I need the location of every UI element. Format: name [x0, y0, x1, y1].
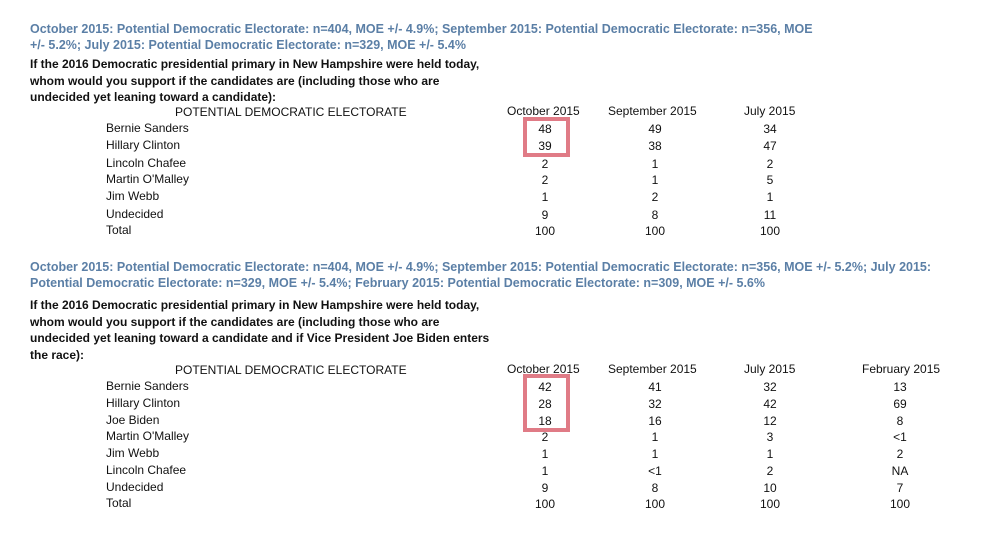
table-cell: 1 [541, 447, 549, 461]
table-cell: 39 [538, 139, 552, 153]
section1-highlight-box [523, 117, 570, 157]
section1-meta [30, 21, 850, 53]
row-label: Martin O'Malley [106, 429, 189, 443]
row-label: Jim Webb [106, 189, 160, 203]
table-cell: 1 [541, 190, 549, 204]
section1-meta-line1: October 2015: Potential Democratic Electorate: n=404, MOE +/- 4.9%; September 2015: Potential Democratic Electorate: n=356, MOE [30, 22, 813, 36]
table-cell: 1 [651, 447, 659, 461]
table-cell: 32 [763, 380, 777, 394]
section2-question: If the 2016 Democratic presidential primary in New Hampshire were held today, whom would you support if the candidates are (including those who are undecided yet leaning toward a candidate and if Vice President Joe Biden enters the race): [30, 298, 490, 362]
table-cell: 3 [766, 430, 774, 444]
section1-meta-line2: +/- 5.2%; July 2015: Potential Democratic Electorate: n=329, MOE +/- 5.4% [30, 38, 466, 52]
table-cell: 1 [651, 157, 659, 171]
section1-question: If the 2016 Democratic presidential primary in New Hampshire were held today, whom would you support if the candidates are (including those who are undecided yet leaning toward a candidate): [30, 57, 480, 104]
table-cell: 42 [538, 380, 552, 394]
row-label: Martin O'Malley [106, 172, 189, 186]
row-label: Total [106, 496, 132, 510]
row-label: Bernie Sanders [106, 121, 189, 135]
row-label: Jim Webb [106, 446, 160, 460]
table-cell: 1 [651, 173, 659, 187]
table-cell: 12 [763, 414, 777, 428]
table-cell: 100 [534, 497, 556, 511]
section2-highlight-box [523, 374, 570, 432]
table-cell: 9 [541, 208, 549, 222]
row-label: Undecided [106, 207, 164, 221]
row-label: Hillary Clinton [106, 396, 181, 410]
section2-col-header: February 2015 [862, 362, 941, 376]
table-cell: 2 [541, 173, 549, 187]
row-label: Hillary Clinton [106, 138, 181, 152]
table-cell: 9 [541, 481, 549, 495]
table-cell: 16 [648, 414, 662, 428]
table-cell: 8 [651, 208, 659, 222]
table-cell: 38 [648, 139, 662, 153]
table-cell: 100 [644, 497, 666, 511]
section1-col-header: September 2015 [608, 104, 697, 118]
row-label: Undecided [106, 480, 164, 494]
table-cell: 2 [766, 464, 774, 478]
table-cell: 2 [651, 190, 659, 204]
table-cell: 100 [889, 497, 911, 511]
section1-col-header: July 2015 [744, 104, 796, 118]
table-cell: 11 [763, 208, 777, 222]
table-cell: 32 [648, 397, 662, 411]
section2-meta [30, 259, 990, 291]
section2-meta-line2: Potential Democratic Electorate: n=329, MOE +/- 5.4%; February 2015: Potential Democratic Electorate: n=309, MOE +/- 5.6% [30, 276, 765, 290]
table-cell: 1 [651, 430, 659, 444]
table-cell: 34 [763, 122, 777, 136]
section1-table-title: POTENTIAL DEMOCRATIC ELECTORATE [175, 105, 407, 119]
table-cell: 100 [759, 497, 781, 511]
table-cell: 28 [538, 397, 552, 411]
section2-col-header: September 2015 [608, 362, 697, 376]
table-cell: NA [891, 464, 909, 478]
row-label: Joe Biden [106, 413, 160, 427]
table-cell: 8 [651, 481, 659, 495]
row-label: Lincoln Chafee [106, 156, 187, 170]
table-cell: 2 [541, 430, 549, 444]
table-cell: 41 [648, 380, 662, 394]
section2-col-header: October 2015 [507, 362, 580, 376]
table-cell: <1 [648, 464, 662, 478]
table-cell: 7 [896, 481, 904, 495]
table-cell: 69 [893, 397, 907, 411]
table-cell: 18 [538, 414, 552, 428]
section2-col-header: July 2015 [744, 362, 796, 376]
section2-table-title: POTENTIAL DEMOCRATIC ELECTORATE [175, 363, 407, 377]
table-cell: 1 [766, 190, 774, 204]
row-label: Bernie Sanders [106, 379, 189, 393]
table-cell: 13 [893, 380, 907, 394]
section2-meta-line1: October 2015: Potential Democratic Electorate: n=404, MOE +/- 4.9%; September 2015: Potential Democratic Electorate: n=356, MOE +/- 5.2%; July 2015: [30, 260, 932, 274]
row-label: Lincoln Chafee [106, 463, 187, 477]
table-cell: 1 [766, 447, 774, 461]
table-cell: 1 [541, 464, 549, 478]
table-cell: 100 [644, 224, 666, 238]
section1-col-header: October 2015 [507, 104, 580, 118]
table-cell: <1 [893, 430, 907, 444]
row-label: Total [106, 223, 132, 237]
table-cell: 42 [763, 397, 777, 411]
table-cell: 10 [763, 481, 777, 495]
table-cell: 2 [896, 447, 904, 461]
table-cell: 48 [538, 122, 552, 136]
table-cell: 47 [763, 139, 777, 153]
table-cell: 49 [648, 122, 662, 136]
table-cell: 100 [759, 224, 781, 238]
table-cell: 5 [766, 173, 774, 187]
table-cell: 2 [766, 157, 774, 171]
table-cell: 2 [541, 157, 549, 171]
table-cell: 8 [896, 414, 904, 428]
table-cell: 100 [534, 224, 556, 238]
